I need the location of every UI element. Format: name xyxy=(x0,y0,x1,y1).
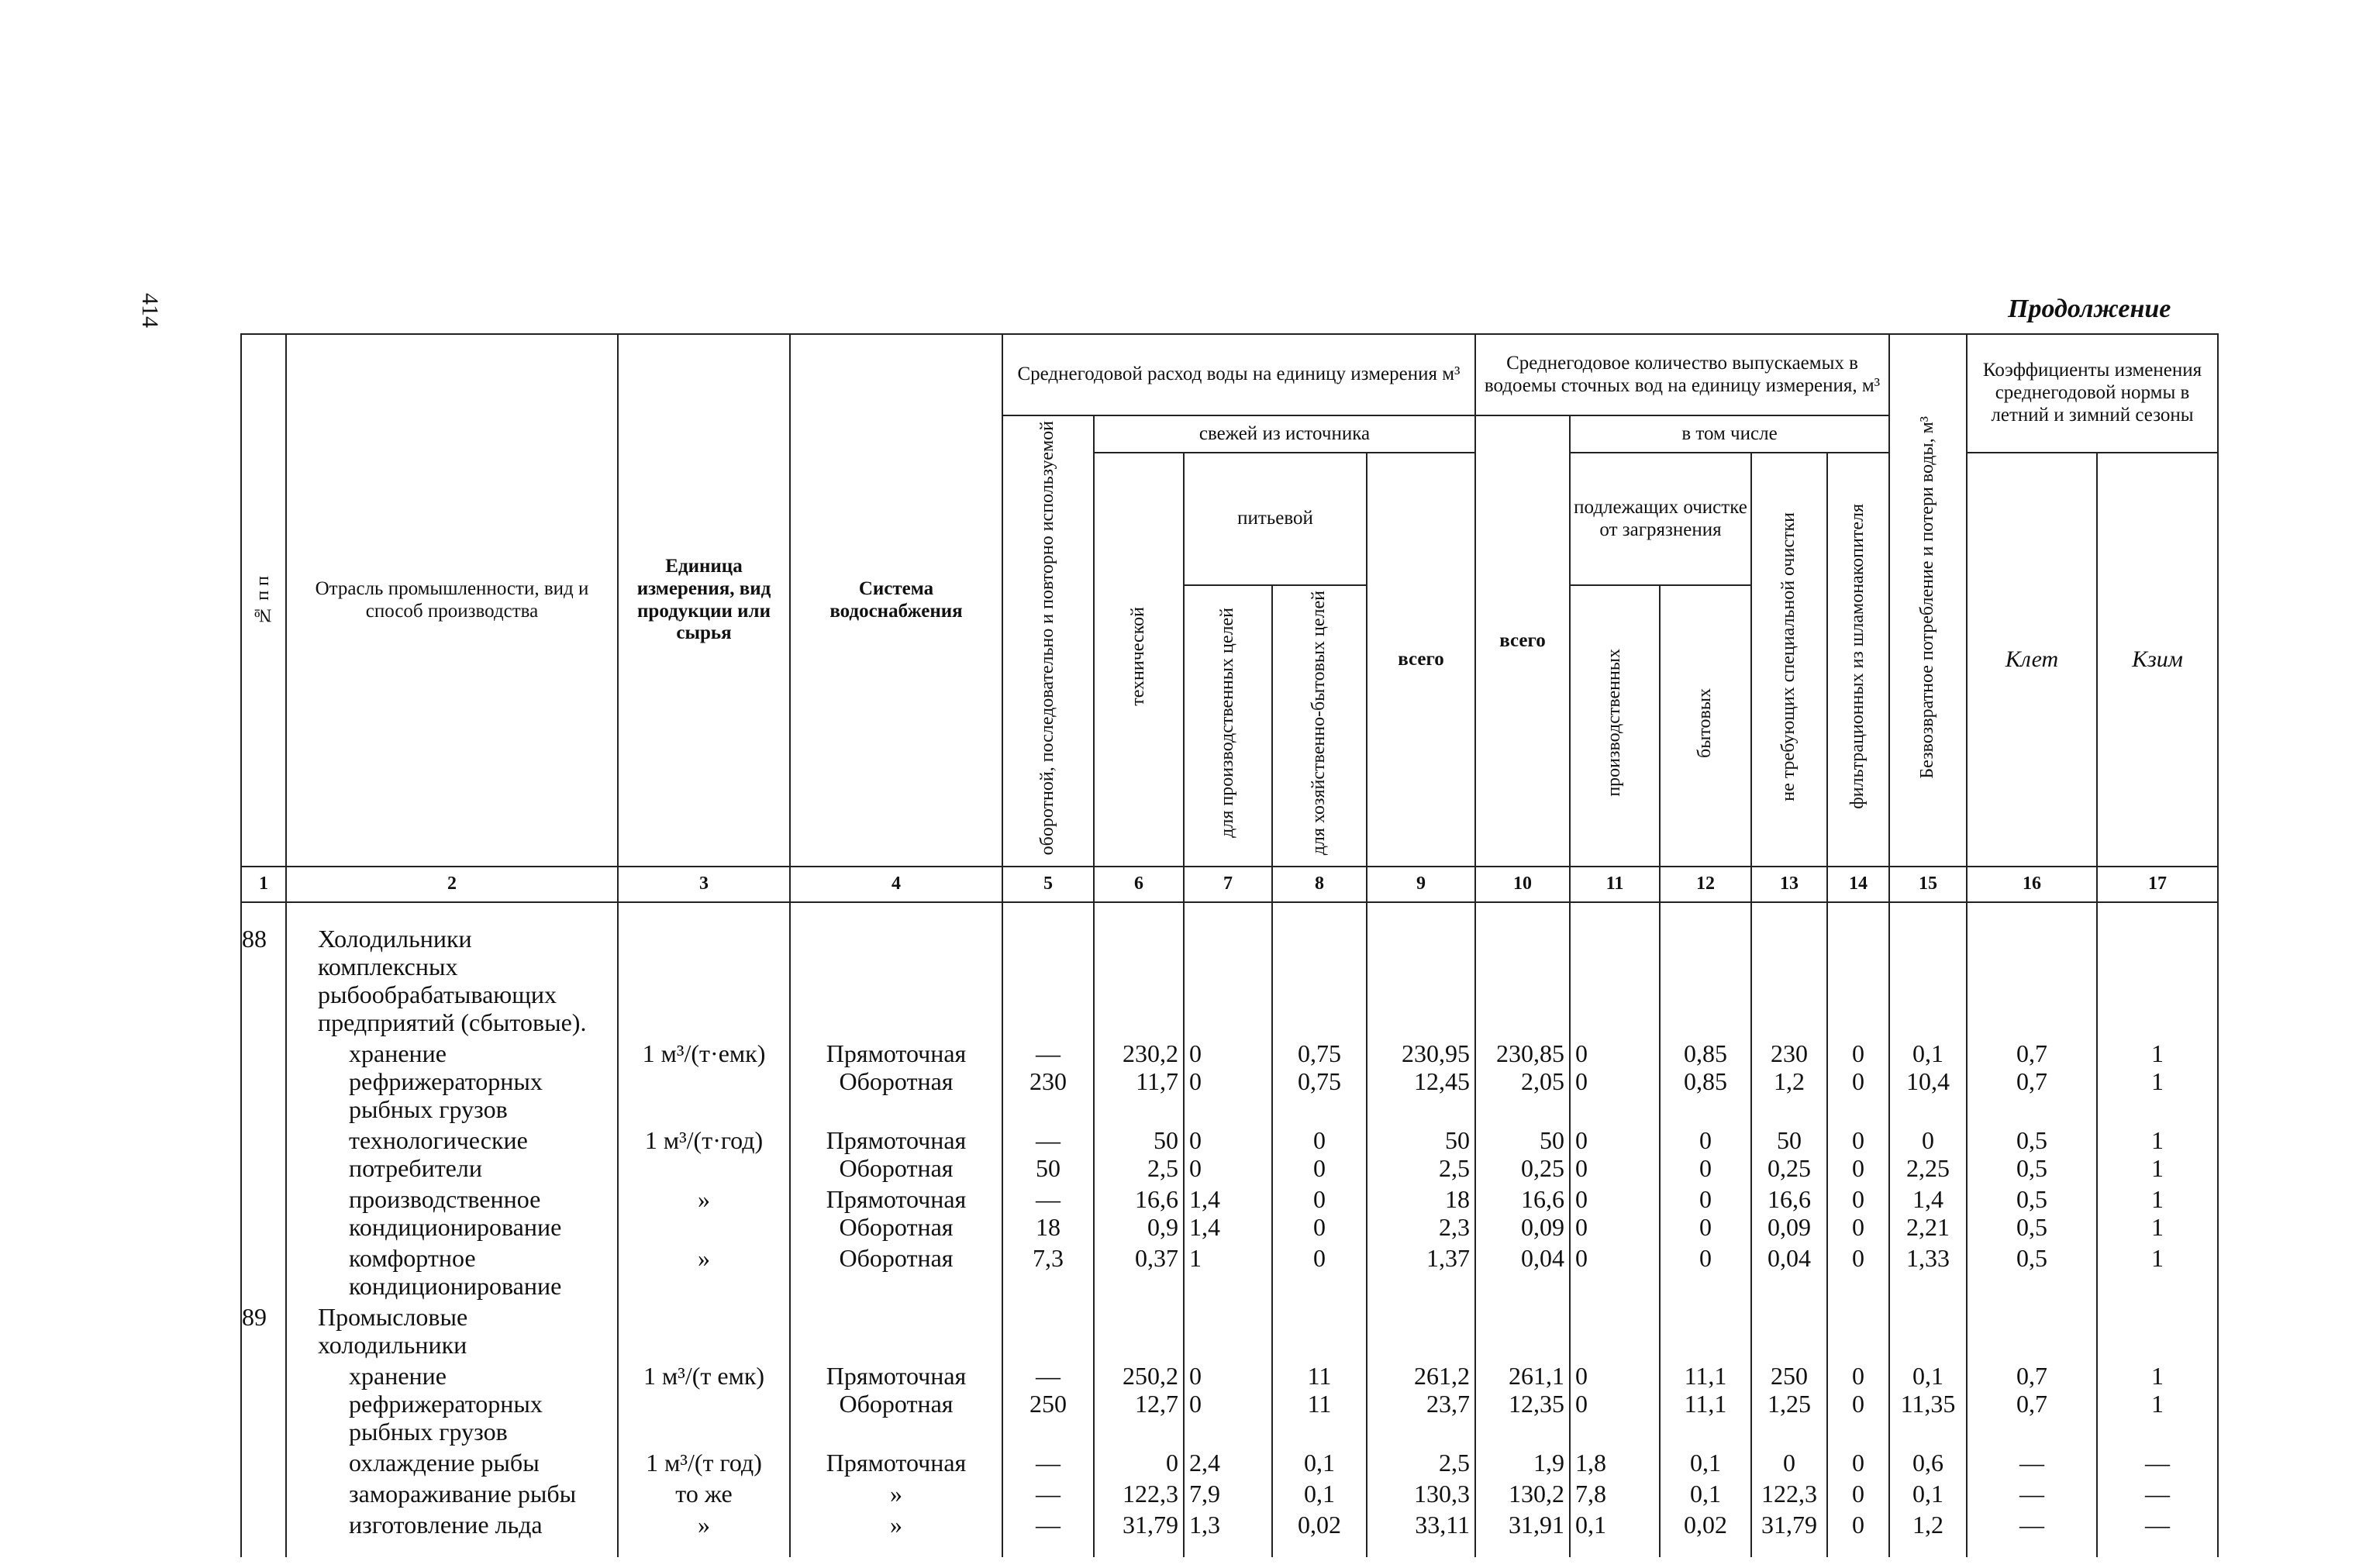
empty-cell xyxy=(1184,1301,1272,1360)
value-c12: 0 0 xyxy=(1660,1125,1751,1184)
empty-cell xyxy=(1475,1540,1570,1557)
row-number xyxy=(241,1360,286,1447)
empty-cell xyxy=(1094,902,1184,1038)
value-c14: 0 0 xyxy=(1827,1038,1889,1125)
table-row xyxy=(241,1038,2218,1125)
value-c16: — xyxy=(1967,1509,2097,1540)
unit-cell: 1 м³/(т год) xyxy=(618,1447,790,1478)
group-name: Холодильники комплексных рыбообрабатывающих предприятий (сбытовые). xyxy=(286,902,618,1038)
value-c9: 33,11 xyxy=(1367,1509,1475,1540)
col-number: 9 xyxy=(1367,867,1475,902)
value-c11: 0,1 xyxy=(1570,1509,1660,1540)
value-c9: 18 2,3 xyxy=(1367,1184,1475,1242)
header-discharge-group: Среднегодовое количество выпускаемых в водоемы сточных вод на единицу измерения, м³ xyxy=(1475,334,1889,415)
value-c17: 1 xyxy=(2097,1242,2218,1301)
empty-cell xyxy=(1967,902,2097,1038)
header-filtration: фильтрационных из шламонакопителя xyxy=(1827,453,1889,867)
col-number: 4 xyxy=(790,867,1002,902)
col-number: 2 xyxy=(286,867,618,902)
value-c8: 0,1 xyxy=(1272,1447,1367,1478)
value-c5: — 50 xyxy=(1002,1125,1094,1184)
value-c14: 0 0 xyxy=(1827,1125,1889,1184)
empty-cell xyxy=(1889,902,1967,1038)
value-c11: 0 xyxy=(1570,1242,1660,1301)
value-c5: — 18 xyxy=(1002,1184,1094,1242)
col-number: 13 xyxy=(1751,867,1827,902)
system-cell: Оборотная xyxy=(790,1242,1002,1301)
value-c15: 0,1 10,4 xyxy=(1889,1038,1967,1125)
empty-cell xyxy=(1002,902,1094,1038)
table-header xyxy=(241,334,2218,902)
empty-cell xyxy=(1570,902,1660,1038)
value-c5: — xyxy=(1002,1478,1094,1509)
system-cell: Прямоточная Оборотная xyxy=(790,1125,1002,1184)
row-number xyxy=(241,1509,286,1540)
row-number xyxy=(241,1125,286,1184)
value-c7: 7,9 xyxy=(1184,1478,1272,1509)
empty-cell xyxy=(1967,1540,2097,1557)
value-c7: 1,3 xyxy=(1184,1509,1272,1540)
value-c13: 31,79 xyxy=(1751,1509,1827,1540)
header-number: № п п xyxy=(241,334,286,867)
value-c12: 0,02 xyxy=(1660,1509,1751,1540)
header-recycled: оборотной, последовательно и повторно используемой xyxy=(1002,415,1094,867)
empty-cell xyxy=(1272,902,1367,1038)
system-cell: » xyxy=(790,1509,1002,1540)
value-c15: 1,2 xyxy=(1889,1509,1967,1540)
item-name: производственное кондиционирование xyxy=(286,1184,618,1242)
value-c16: — xyxy=(1967,1478,2097,1509)
item-name: хранение рефрижераторных рыбных грузов xyxy=(286,1360,618,1447)
header-technical: технической xyxy=(1094,453,1184,867)
header-fresh-total: всего xyxy=(1367,453,1475,867)
value-c5: — 250 xyxy=(1002,1360,1094,1447)
empty-cell xyxy=(1751,902,1827,1038)
column-numbers-row xyxy=(241,867,2218,902)
unit-cell: » xyxy=(618,1509,790,1540)
header-treatment-industrial: производственных xyxy=(1570,585,1660,867)
value-c10: 261,1 12,35 xyxy=(1475,1360,1570,1447)
unit-cell: 1 м³/(т емк) xyxy=(618,1360,790,1447)
header-potable-household: для хозяйственно-бытовых целей xyxy=(1272,585,1367,867)
header-consumption-group: Среднегодовой расход воды на единицу измерения м³ xyxy=(1002,334,1475,415)
row-number: 89 xyxy=(241,1301,286,1360)
value-c9: 50 2,5 xyxy=(1367,1125,1475,1184)
value-c12: 0 xyxy=(1660,1242,1751,1301)
header-industry: Отрасль промышленности, вид и способ производства xyxy=(286,334,618,867)
header-discharge-total: всего xyxy=(1475,415,1570,867)
header-treatment-group: подлежащих очистке от загрязнения xyxy=(1570,453,1751,585)
empty-cell xyxy=(1475,1301,1570,1360)
empty-cell xyxy=(1967,1301,2097,1360)
value-c5: — xyxy=(1002,1447,1094,1478)
value-c10: 16,6 0,09 xyxy=(1475,1184,1570,1242)
value-c10: 230,85 2,05 xyxy=(1475,1038,1570,1125)
value-c9: 130,3 xyxy=(1367,1478,1475,1509)
col-number: 5 xyxy=(1002,867,1094,902)
unit-cell: » xyxy=(618,1242,790,1301)
table-row xyxy=(241,1447,2218,1478)
value-c9: 2,5 xyxy=(1367,1447,1475,1478)
table-row xyxy=(241,1509,2218,1540)
header-potable-group: питьевой xyxy=(1184,453,1367,585)
empty-cell xyxy=(1660,902,1751,1038)
empty-cell xyxy=(2097,1540,2218,1557)
value-c14: 0 xyxy=(1827,1447,1889,1478)
empty-cell xyxy=(241,1540,286,1557)
header-no-treatment: не требующих специальной очистки xyxy=(1751,453,1827,867)
value-c14: 0 0 xyxy=(1827,1360,1889,1447)
empty-cell xyxy=(1570,1540,1660,1557)
group-row xyxy=(241,1301,2218,1360)
group-row xyxy=(241,902,2218,1038)
table-body xyxy=(241,902,2218,1557)
empty-cell xyxy=(1367,1540,1475,1557)
empty-cell xyxy=(1367,1301,1475,1360)
empty-cell xyxy=(1367,902,1475,1038)
row-number xyxy=(241,1242,286,1301)
value-c13: 0 xyxy=(1751,1447,1827,1478)
value-c17: — xyxy=(2097,1478,2218,1509)
empty-cell xyxy=(1094,1540,1184,1557)
system-cell: Прямоточная Оборотная xyxy=(790,1038,1002,1125)
value-c17: — xyxy=(2097,1509,2218,1540)
item-name: замораживание рыбы xyxy=(286,1478,618,1509)
value-c12: 11,1 11,1 xyxy=(1660,1360,1751,1447)
value-c7: 0 0 xyxy=(1184,1038,1272,1125)
item-name: изготовление льда xyxy=(286,1509,618,1540)
col-number: 17 xyxy=(2097,867,2218,902)
empty-cell xyxy=(618,902,790,1038)
empty-cell xyxy=(1827,1301,1889,1360)
col-number: 3 xyxy=(618,867,790,902)
value-c10: 0,04 xyxy=(1475,1242,1570,1301)
group-name: Промысловые холодильники xyxy=(286,1301,618,1360)
table-row xyxy=(241,1360,2218,1447)
value-c13: 230 1,2 xyxy=(1751,1038,1827,1125)
empty-cell xyxy=(1889,1301,1967,1360)
value-c8: 0 0 xyxy=(1272,1184,1367,1242)
col-number: 10 xyxy=(1475,867,1570,902)
value-c7: 1 xyxy=(1184,1242,1272,1301)
header-unit: Единица измерения, вид продукции или сырья xyxy=(618,334,790,867)
value-c8: 0 xyxy=(1272,1242,1367,1301)
item-name: технологические потребители xyxy=(286,1125,618,1184)
value-c15: 1,4 2,21 xyxy=(1889,1184,1967,1242)
value-c16: 0,5 0,5 xyxy=(1967,1184,2097,1242)
empty-cell xyxy=(1002,1301,1094,1360)
value-c12: 0 0 xyxy=(1660,1184,1751,1242)
value-c16: 0,5 0,5 xyxy=(1967,1125,2097,1184)
item-name: хранение рефрижераторных рыбных грузов xyxy=(286,1038,618,1125)
value-c13: 122,3 xyxy=(1751,1478,1827,1509)
value-c11: 0 0 xyxy=(1570,1125,1660,1184)
value-c6: 31,79 xyxy=(1094,1509,1184,1540)
value-c13: 16,6 0,09 xyxy=(1751,1184,1827,1242)
value-c16: — xyxy=(1967,1447,2097,1478)
empty-cell xyxy=(790,1540,1002,1557)
value-c15: 0,1 11,35 xyxy=(1889,1360,1967,1447)
value-c17: — xyxy=(2097,1447,2218,1478)
value-c9: 261,2 23,7 xyxy=(1367,1360,1475,1447)
empty-cell xyxy=(618,1301,790,1360)
value-c16: 0,7 0,7 xyxy=(1967,1360,2097,1447)
empty-cell xyxy=(1094,1301,1184,1360)
value-c11: 7,8 xyxy=(1570,1478,1660,1509)
water-usage-table xyxy=(240,333,2217,1557)
value-c14: 0 0 xyxy=(1827,1184,1889,1242)
empty-cell xyxy=(1751,1301,1827,1360)
value-c8: 0,02 xyxy=(1272,1509,1367,1540)
value-c10: 31,91 xyxy=(1475,1509,1570,1540)
value-c13: 250 1,25 xyxy=(1751,1360,1827,1447)
value-c6: 16,6 0,9 xyxy=(1094,1184,1184,1242)
value-c13: 50 0,25 xyxy=(1751,1125,1827,1184)
value-c14: 0 xyxy=(1827,1478,1889,1509)
value-c7: 2,4 xyxy=(1184,1447,1272,1478)
value-c5: — 230 xyxy=(1002,1038,1094,1125)
empty-cell xyxy=(790,902,1002,1038)
value-c15: 0,1 xyxy=(1889,1478,1967,1509)
header-treatment-household: бытовых xyxy=(1660,585,1751,867)
value-c17: 1 1 xyxy=(2097,1184,2218,1242)
value-c5: — xyxy=(1002,1509,1094,1540)
value-c6: 122,3 xyxy=(1094,1478,1184,1509)
row-number: 88 xyxy=(241,902,286,1038)
spacer-row xyxy=(241,1540,2218,1557)
value-c8: 0 0 xyxy=(1272,1125,1367,1184)
value-c8: 0,75 0,75 xyxy=(1272,1038,1367,1125)
unit-cell: » xyxy=(618,1184,790,1242)
item-name: охлаждение рыбы xyxy=(286,1447,618,1478)
header-including-group: в том числе xyxy=(1570,415,1889,453)
empty-cell xyxy=(2097,1301,2218,1360)
value-c11: 1,8 xyxy=(1570,1447,1660,1478)
system-cell: Прямоточная Оборотная xyxy=(790,1360,1002,1447)
page-number: 414 xyxy=(137,293,163,328)
col-number: 8 xyxy=(1272,867,1367,902)
empty-cell xyxy=(1184,1540,1272,1557)
continuation-label: Продолжение xyxy=(2008,295,2171,323)
value-c8: 0,1 xyxy=(1272,1478,1367,1509)
value-c11: 0 0 xyxy=(1570,1184,1660,1242)
value-c17: 1 1 xyxy=(2097,1038,2218,1125)
empty-cell xyxy=(790,1301,1002,1360)
row-number xyxy=(241,1038,286,1125)
value-c7: 0 0 xyxy=(1184,1360,1272,1447)
system-cell: Прямоточная xyxy=(790,1447,1002,1478)
header-system: Система водоснабжения xyxy=(790,334,1002,867)
table-row xyxy=(241,1125,2218,1184)
row-number xyxy=(241,1447,286,1478)
empty-cell xyxy=(1184,902,1272,1038)
system-cell: » xyxy=(790,1478,1002,1509)
empty-cell xyxy=(1475,902,1570,1038)
col-number: 1 xyxy=(241,867,286,902)
unit-cell: то же xyxy=(618,1478,790,1509)
value-c10: 130,2 xyxy=(1475,1478,1570,1509)
empty-cell xyxy=(1751,1540,1827,1557)
value-c10: 50 0,25 xyxy=(1475,1125,1570,1184)
table-row xyxy=(241,1184,2218,1242)
header-fresh-group: свежей из источника xyxy=(1094,415,1475,453)
value-c11: 0 0 xyxy=(1570,1360,1660,1447)
item-name: комфортное кондиционирование xyxy=(286,1242,618,1301)
value-c15: 0 2,25 xyxy=(1889,1125,1967,1184)
value-c14: 0 xyxy=(1827,1509,1889,1540)
col-number: 15 xyxy=(1889,867,1967,902)
value-c9: 1,37 xyxy=(1367,1242,1475,1301)
value-c13: 0,04 xyxy=(1751,1242,1827,1301)
unit-cell: 1 м³/(т·емк) xyxy=(618,1038,790,1125)
col-number: 12 xyxy=(1660,867,1751,902)
col-number: 7 xyxy=(1184,867,1272,902)
table-row xyxy=(241,1478,2218,1509)
value-c12: 0,85 0,85 xyxy=(1660,1038,1751,1125)
value-c17: 1 1 xyxy=(2097,1125,2218,1184)
header-potable-industrial: для производственных целей xyxy=(1184,585,1272,867)
header-losses: Безвозвратное потребление и потери воды, м³ xyxy=(1889,334,1967,867)
value-c11: 0 0 xyxy=(1570,1038,1660,1125)
empty-cell xyxy=(1889,1540,1967,1557)
value-c6: 50 2,5 xyxy=(1094,1125,1184,1184)
col-number: 6 xyxy=(1094,867,1184,902)
value-c6: 230,2 11,7 xyxy=(1094,1038,1184,1125)
table-row xyxy=(241,1242,2218,1301)
row-number xyxy=(241,1478,286,1509)
header-coefficients-group: Коэффициенты изменения среднегодовой нормы в летний и зимний сезоны xyxy=(1967,334,2218,453)
empty-cell xyxy=(1660,1540,1751,1557)
value-c6: 0,37 xyxy=(1094,1242,1184,1301)
value-c9: 230,95 12,45 xyxy=(1367,1038,1475,1125)
empty-cell xyxy=(1827,902,1889,1038)
col-number: 11 xyxy=(1570,867,1660,902)
header-k-summer: Kлет xyxy=(1967,453,2097,867)
empty-cell xyxy=(1660,1301,1751,1360)
empty-cell xyxy=(286,1540,618,1557)
system-cell: Прямоточная Оборотная xyxy=(790,1184,1002,1242)
value-c16: 0,5 xyxy=(1967,1242,2097,1301)
value-c14: 0 xyxy=(1827,1242,1889,1301)
value-c8: 11 11 xyxy=(1272,1360,1367,1447)
unit-cell: 1 м³/(т·год) xyxy=(618,1125,790,1184)
empty-cell xyxy=(1827,1540,1889,1557)
row-number xyxy=(241,1184,286,1242)
empty-cell xyxy=(1272,1301,1367,1360)
value-c15: 0,6 xyxy=(1889,1447,1967,1478)
value-c17: 1 1 xyxy=(2097,1360,2218,1447)
value-c5: 7,3 xyxy=(1002,1242,1094,1301)
value-c12: 0,1 xyxy=(1660,1478,1751,1509)
value-c15: 1,33 xyxy=(1889,1242,1967,1301)
value-c6: 250,2 12,7 xyxy=(1094,1360,1184,1447)
value-c6: 0 xyxy=(1094,1447,1184,1478)
value-c12: 0,1 xyxy=(1660,1447,1751,1478)
empty-cell xyxy=(2097,902,2218,1038)
col-number: 14 xyxy=(1827,867,1889,902)
value-c16: 0,7 0,7 xyxy=(1967,1038,2097,1125)
empty-cell xyxy=(1272,1540,1367,1557)
value-c7: 0 0 xyxy=(1184,1125,1272,1184)
empty-cell xyxy=(618,1540,790,1557)
col-number: 16 xyxy=(1967,867,2097,902)
value-c10: 1,9 xyxy=(1475,1447,1570,1478)
empty-cell xyxy=(1570,1301,1660,1360)
header-k-winter: Kзим xyxy=(2097,453,2218,867)
value-c7: 1,4 1,4 xyxy=(1184,1184,1272,1242)
empty-cell xyxy=(1002,1540,1094,1557)
